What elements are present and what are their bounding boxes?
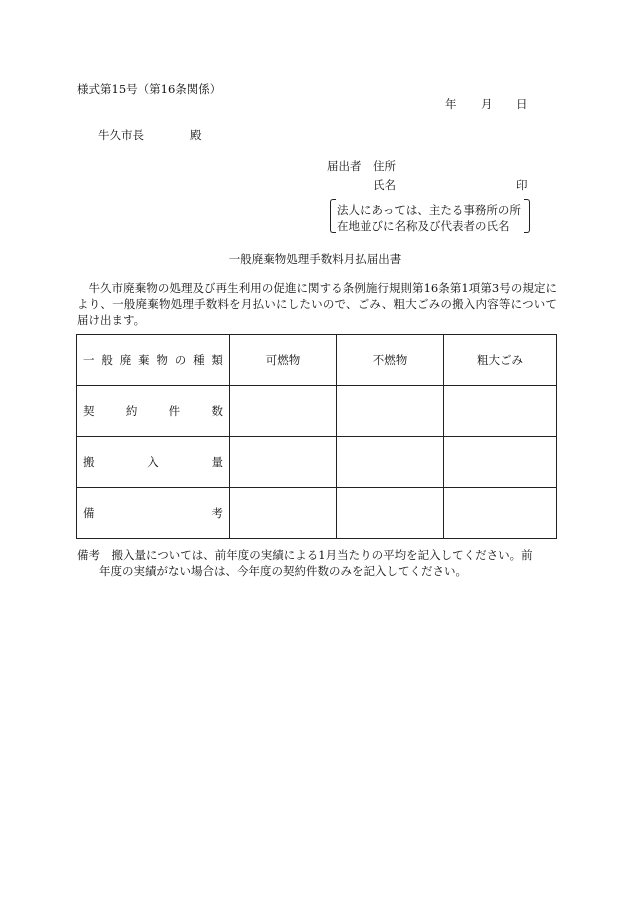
table-row (77, 386, 557, 437)
left-bracket (330, 199, 336, 233)
header-char: 一 (83, 353, 95, 367)
header-char: 般 (101, 353, 113, 367)
row-header-amount (77, 437, 230, 488)
input-cell[interactable] (337, 488, 444, 539)
corporate-note (330, 199, 530, 233)
input-cell[interactable] (444, 386, 557, 437)
row-char: 備 (83, 506, 95, 520)
input-cell[interactable] (444, 488, 557, 539)
row-char: 数 (211, 404, 223, 418)
header-char: 物 (156, 353, 168, 367)
row-char: 約 (125, 404, 138, 418)
row-char: 搬 (83, 455, 95, 469)
name-label: 氏名 (373, 178, 396, 192)
corporate-note-line2: 在地並びに名称及び代表者の氏名 (337, 219, 510, 233)
table-row (77, 437, 557, 488)
input-cell[interactable] (230, 386, 337, 437)
input-cell[interactable] (230, 488, 337, 539)
note-line1: 備考 搬入量については、前年度の実績による1月当たりの平均を記入してください。前 (77, 548, 533, 562)
row-char: 量 (211, 455, 223, 469)
input-cell[interactable] (230, 437, 337, 488)
row-char: 考 (211, 506, 223, 520)
seal-mark: 印 (516, 178, 528, 192)
honorific: 殿 (190, 128, 202, 142)
address-label: 住所 (373, 159, 396, 173)
date-day-label: 日 (516, 97, 528, 111)
waste-table (76, 334, 557, 539)
remarks-note (77, 547, 559, 579)
date-month-label: 月 (481, 97, 493, 111)
row-char: 入 (147, 455, 159, 469)
document-title: 一般廃棄物処理手数料月払届出書 (228, 252, 402, 266)
header-char: 廃 (119, 353, 132, 367)
header-char: 類 (211, 353, 223, 367)
addressee (98, 130, 202, 142)
addressee-name: 牛久市長 (98, 128, 144, 142)
form-number: 様式第15号（第16条関係） (77, 82, 222, 96)
waste-type-header (77, 335, 230, 386)
body-text: 牛久市廃棄物の処理及び再生利用の促進に関する条例施行規則第16条第1項第3号の規定により、一般廃棄物処理手数料を月払いにしたいので、ごみ、粗大ごみの搬入内容等について届け出ます。 (77, 281, 557, 327)
date-year-label: 年 (445, 97, 457, 111)
column-header-bulky: 粗大ごみ (444, 335, 557, 386)
row-header-contracts (77, 386, 230, 437)
note-line2: 年度の実績がない場合は、今年度の契約件数のみを記入してください。 (99, 564, 467, 578)
row-header-remarks (77, 488, 230, 539)
notifier-label: 届出者 (327, 159, 362, 173)
row-char: 件 (168, 404, 181, 418)
table-row (77, 488, 557, 539)
input-cell[interactable] (337, 386, 444, 437)
column-header-combustible: 可燃物 (230, 335, 337, 386)
header-char: の (174, 353, 187, 367)
right-bracket (524, 199, 530, 233)
column-header-noncombustible: 不燃物 (337, 335, 444, 386)
input-cell[interactable] (444, 437, 557, 488)
header-char: 種 (193, 353, 205, 367)
row-char: 契 (83, 404, 95, 418)
table-header-row (77, 335, 557, 386)
corporate-note-line1: 法人にあっては、主たる事務所の所 (337, 203, 521, 217)
input-cell[interactable] (337, 437, 444, 488)
header-char: 棄 (138, 353, 150, 367)
